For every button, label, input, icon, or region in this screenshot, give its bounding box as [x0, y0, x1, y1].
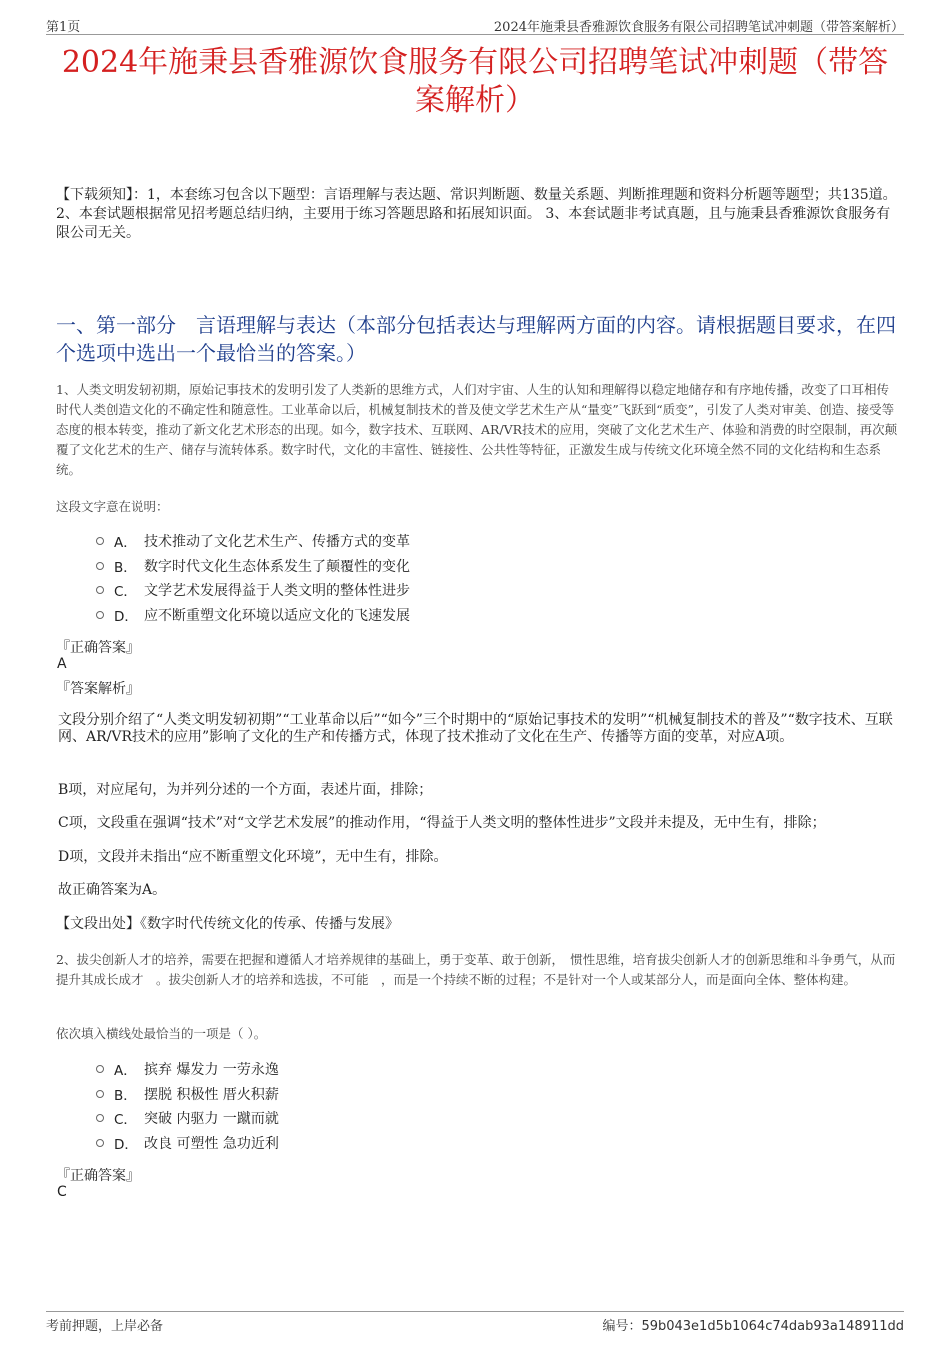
- option-letter: D．: [114, 1136, 138, 1153]
- answer-value: A: [57, 656, 67, 672]
- option-letter: A．: [114, 1063, 137, 1080]
- source-citation: 【文段出处】《数字时代传统文化的传承、传播与发展》: [56, 916, 399, 932]
- footer-code-label: 编号：: [602, 1319, 642, 1334]
- answer-label: 『正确答案』: [56, 640, 140, 656]
- option-text: 摈弃 爆发力 一劳永逸: [144, 1062, 279, 1079]
- analysis-paragraph: 文段分别介绍了“人类文明发轫初期”“工业革命以后”“如今”三个时期中的“原始记事技术的发明”“机械复制技术的普及”“数字技术、互联网、AR/VR技术的应用”影响了文化的生产和传播方式，体现了技术推动了文化在生产、传播等方面的变革，对应A项。: [58, 712, 893, 745]
- option-text: 改良 可塑性 急功近利: [144, 1135, 279, 1152]
- option-text: 文学艺术发展得益于人类文明的整体性进步: [144, 583, 410, 600]
- download-notice: 【下载须知】：1，本套练习包含以下题型：言语理解与表达题、常识判断题、数量关系题、判断推理题和资料分析题等题型；共135道。 2、本套试题根据常见招考题总结归纳，主要用于练习答题思路和拓展知识面。 3、本套试题非考试真题，且与施秉县香雅源饮食服务有限公司无关。: [56, 187, 897, 241]
- option-text: 技术推动了文化艺术生产、传播方式的变革: [144, 534, 410, 551]
- question-2-options: [96, 1057, 279, 1155]
- answer-value: C: [57, 1184, 67, 1200]
- radio-icon[interactable]: [96, 537, 104, 545]
- footer-code: [602, 1315, 904, 1334]
- option-letter: D．: [114, 608, 138, 625]
- question-1-prompt: 这段文字意在说明：: [56, 499, 169, 514]
- option-letter: A．: [114, 535, 137, 552]
- option-letter: B．: [114, 559, 137, 576]
- option-b[interactable]: [96, 1082, 279, 1107]
- analysis-paragraph: 故正确答案为A。: [58, 882, 167, 898]
- footer-code-value: 59b043e1d5b1064c74dab93a148911dd: [641, 1319, 904, 1334]
- option-text: 应不断重塑文化环境以适应文化的飞速发展: [144, 607, 410, 624]
- option-c[interactable]: [96, 1106, 279, 1131]
- option-c[interactable]: [96, 578, 410, 603]
- option-text: 数字时代文化生态体系发生了颠覆性的变化: [144, 558, 410, 575]
- option-d[interactable]: [96, 603, 410, 628]
- radio-icon[interactable]: [96, 1114, 104, 1122]
- option-text: 摆脱 积极性 厝火积薪: [144, 1086, 279, 1103]
- analysis-paragraph: B项，对应尾句，为并列分述的一个方面，表述片面，排除；: [58, 782, 433, 798]
- page-header: [46, 14, 904, 35]
- option-letter: B．: [114, 1087, 137, 1104]
- document-title: 2024年施秉县香雅源饮食服务有限公司招聘笔试冲刺题（带答案解析）: [61, 45, 889, 118]
- radio-icon[interactable]: [96, 586, 104, 594]
- radio-icon[interactable]: [96, 611, 104, 619]
- option-letter: C．: [114, 1112, 137, 1129]
- option-a[interactable]: [96, 1057, 279, 1082]
- footer-slogan: 考前押题，上岸必备: [46, 1319, 164, 1334]
- analysis-paragraph: D项，文段并未指出“应不断重塑文化环境”，无中生有，排除。: [58, 849, 448, 865]
- section-title: 一、第一部分 言语理解与表达（本部分包括表达与理解两方面的内容。请根据题目要求，在四个选项中选出一个最恰当的答案。）: [56, 313, 896, 365]
- option-letter: C．: [114, 584, 137, 601]
- answer-label: 『正确答案』: [56, 1168, 140, 1184]
- radio-icon[interactable]: [96, 1065, 104, 1073]
- option-a[interactable]: [96, 529, 410, 554]
- radio-icon[interactable]: [96, 1090, 104, 1098]
- radio-icon[interactable]: [96, 1139, 104, 1147]
- question-1-options: [96, 529, 410, 627]
- radio-icon[interactable]: [96, 562, 104, 570]
- analysis-paragraph: C项，文段重在强调“技术”对“文学艺术发展”的推动作用，“得益于人类文明的整体性进步”文段并未提及，无中生有，排除；: [58, 815, 826, 831]
- option-b[interactable]: [96, 554, 410, 579]
- option-text: 突破 内驱力 一蹴而就: [144, 1111, 279, 1128]
- question-2-text: 2、拔尖创新人才的培养，需要在把握和遵循人才培养规律的基础上，勇于变革、敢于创新， 惯性思维，培育拔尖创新人才的创新思维和斗争勇气，从而提升其成长成才 。拔尖创新人才的培养和选拔，不可能 ，而是一个持续不断的过程；不是针对一个人或某部分人，而是面向全体、整体构建。: [56, 952, 896, 987]
- question-2-prompt: 依次填入横线处最恰当的一项是（ ）。: [56, 1026, 267, 1041]
- analysis-label: 『答案解析』: [56, 681, 140, 697]
- question-1-text: 1、人类文明发轫初期，原始记事技术的发明引发了人类新的思维方式，人们对宇宙、人生的认知和理解得以稳定地储存和有序地传播，改变了口耳相传时代人类创造文化的不确定性和随意性。工业革命以后，机械复制技术的普及使文学艺术生产从“量变”飞跃到“质变”，引发了人类对审美、创造、接受等态度的根本转变，推动了新文化艺术形态的出现。如今，数字技术、互联网、AR/VR技术的应用，突破了文化艺术生产、体验和消费的时空限制，再次颠覆了文化艺术的生产、储存与流转体系。数字时代，文化的丰富性、链接性、公共性等特征，正激发生成与传统文化环境全然不同的文化结构和生态系统。: [56, 382, 898, 477]
- page-number: 第1页: [46, 20, 81, 35]
- option-d[interactable]: [96, 1131, 279, 1156]
- page-footer: [46, 1311, 904, 1336]
- header-doc-title: 2024年施秉县香雅源饮食服务有限公司招聘笔试冲刺题（带答案解析）: [493, 20, 904, 35]
